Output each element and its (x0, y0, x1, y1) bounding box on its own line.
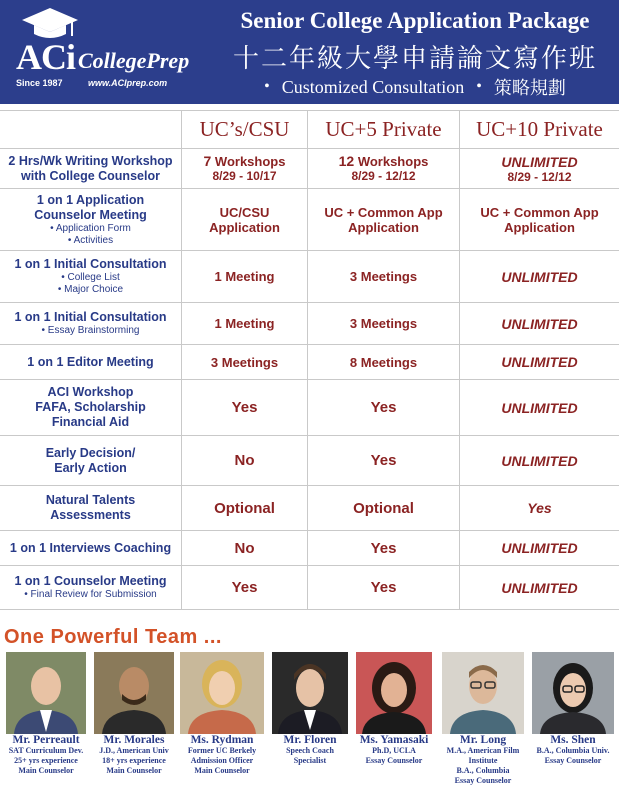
value-cell: 3 Meetings (307, 303, 459, 344)
value-cell: UC + Common App Application (459, 189, 619, 250)
member-photo (532, 652, 614, 734)
member-photo (180, 652, 264, 734)
value-cell: No (181, 436, 307, 485)
feature-label: Natural Talents (45, 493, 136, 507)
date-range: 8/29 - 12/12 (351, 169, 416, 183)
value-cell: UNLIMITED (459, 251, 619, 302)
feature-sublabel: • College List (61, 272, 120, 283)
feature-label: 1 on 1 Initial Consultation (14, 310, 167, 324)
member-info: Specialist (293, 756, 327, 765)
member-info: Ph.D, UCLA (372, 746, 416, 755)
subtitle-line (216, 74, 614, 100)
value-cell: 3 Meetings (307, 251, 459, 302)
table-row (0, 149, 619, 189)
feature-label: ACI Workshop (47, 385, 134, 399)
team-title: One Powerful Team ... (4, 626, 222, 648)
member-info: Admission Officer (190, 756, 254, 765)
feature-cell (0, 486, 181, 530)
feature-label: Early Action (54, 460, 127, 475)
header-banner (0, 0, 619, 104)
value-cell: Yes (307, 566, 459, 609)
member-info: J.D., American Univ (99, 746, 169, 755)
feature-label: Financial Aid (51, 415, 130, 429)
person-silhouette-icon (442, 652, 524, 734)
feature-cell (0, 436, 181, 485)
value-cell: UC/CSU Application (181, 189, 307, 250)
person-silhouette-icon (356, 652, 432, 734)
member-name: Mr. Floren (283, 734, 337, 746)
value-cell: Yes (181, 380, 307, 435)
feature-sublabel: • Essay Brainstorming (41, 325, 140, 336)
value-cell: UNLIMITED (459, 303, 619, 344)
member-name: Ms. Rydman (190, 734, 254, 746)
member-info: Essay Counselor (365, 756, 423, 765)
member-info: Essay Counselor (544, 756, 602, 765)
feature-label: FAFA, Scholarship (35, 400, 146, 414)
feature-cell (0, 303, 181, 344)
team-member (94, 652, 174, 776)
subtitle: Customized Consultation (281, 76, 465, 97)
graduation-cap-icon (20, 6, 80, 40)
table-row (0, 436, 619, 486)
person-silhouette-icon (180, 652, 264, 734)
page-title: Senior College Application Package (240, 8, 590, 33)
value-cell: Yes (459, 486, 619, 530)
value-cell: 1 Meeting (181, 251, 307, 302)
feature-sublabel: • Final Review for Submission (24, 589, 157, 600)
member-info: Main Counselor (194, 766, 250, 775)
feature-label: Early Decision/ (45, 445, 136, 460)
team-member (180, 652, 264, 776)
member-info: M.A., American Film (446, 746, 520, 755)
workshop-unit: Workshops (214, 154, 286, 169)
member-name: Mr. Long (459, 734, 507, 746)
person-silhouette-icon (272, 652, 348, 734)
workshop-count: 7 (203, 153, 212, 169)
table-row (0, 251, 619, 303)
member-name: Ms. Shen (550, 734, 596, 746)
value-cell: 3 Meetings (181, 345, 307, 379)
subtitle-chinese: 策略規劃 (493, 78, 566, 99)
member-info: B.A., Columbia (456, 766, 510, 775)
member-info: SAT Curriculum Dev. (8, 746, 84, 755)
value-cell (459, 149, 619, 188)
feature-label: Counselor Meeting (34, 207, 147, 222)
table-row (0, 303, 619, 345)
member-name: Ms. Yamasaki (359, 734, 429, 746)
value-cell: UNLIMITED (459, 345, 619, 379)
member-info: Essay Counselor (454, 776, 512, 785)
column-header-uc-csu: UC’s/CSU (181, 111, 307, 148)
value-cell: No (181, 531, 307, 565)
page-title-chinese: 十二年級大學申請論文寫作班 (232, 44, 597, 74)
value-cell: 8 Meetings (307, 345, 459, 379)
value-cell: UNLIMITED (459, 566, 619, 609)
member-info: Former UC Berkely (187, 746, 257, 755)
table-row (0, 345, 619, 380)
feature-cell (0, 380, 181, 435)
header-blank-cell (0, 111, 181, 148)
logo-since: Since 1987 (16, 78, 63, 88)
value-cell: UC + Common App Application (307, 189, 459, 250)
table-row (0, 566, 619, 610)
member-info: 18+ yrs experience (102, 756, 166, 765)
value-cell: Yes (307, 436, 459, 485)
column-header-uc10: UC+10 Private (459, 111, 619, 148)
value-cell: Optional (181, 486, 307, 530)
team-member (6, 652, 86, 776)
value-cell (181, 149, 307, 188)
member-photo (272, 652, 348, 734)
feature-label: 1 on 1 Editor Meeting (27, 354, 154, 369)
member-name: Mr. Morales (103, 734, 165, 746)
table-header-row (0, 110, 619, 149)
feature-cell (0, 566, 181, 609)
date-range: 8/29 - 12/12 (507, 169, 572, 184)
feature-sublabel: • Application Form (50, 222, 131, 234)
person-silhouette-icon (532, 652, 614, 734)
feature-label: 1 on 1 Interviews Coaching (9, 540, 172, 555)
value-cell: 1 Meeting (181, 303, 307, 344)
team-member (442, 652, 524, 786)
feature-label: 2 Hrs/Wk Writing Workshop (8, 153, 173, 168)
table-row (0, 189, 619, 251)
feature-cell (0, 189, 181, 250)
aci-logo (6, 6, 196, 98)
workshop-unit: Workshops (357, 154, 429, 169)
member-info: Main Counselor (106, 766, 162, 775)
date-range: 8/29 - 10/17 (212, 169, 277, 183)
team-member (532, 652, 614, 766)
feature-label: 1 on 1 Initial Consultation (14, 257, 167, 271)
team-member (356, 652, 432, 766)
bullet-icon: • (264, 78, 270, 95)
member-name: Mr. Perreault (12, 734, 80, 746)
member-photo (94, 652, 174, 734)
feature-label: with College Counselor (21, 168, 160, 183)
member-photo (6, 652, 86, 734)
value-cell: Yes (181, 566, 307, 609)
table-row (0, 486, 619, 531)
feature-sublabel: • Activities (67, 234, 114, 246)
value-cell: Optional (307, 486, 459, 530)
workshop-count: 12 (338, 153, 355, 169)
feature-cell (0, 345, 181, 379)
logo-collegeprep-text: CollegePrep (78, 48, 190, 73)
feature-cell (0, 531, 181, 565)
feature-label: 1 on 1 Counselor Meeting (14, 574, 167, 588)
feature-label: 1 on 1 Application (36, 192, 145, 207)
feature-cell (0, 149, 181, 188)
logo-aci-text: ACi (16, 37, 75, 77)
member-info: 25+ yrs experience (14, 756, 78, 765)
person-silhouette-icon (94, 652, 174, 734)
value-cell: UNLIMITED (459, 436, 619, 485)
value-cell: Yes (307, 380, 459, 435)
feature-cell (0, 251, 181, 302)
person-silhouette-icon (6, 652, 86, 734)
feature-sublabel: • Major Choice (57, 284, 124, 295)
value-cell: Yes (307, 531, 459, 565)
value-cell: UNLIMITED (459, 380, 619, 435)
member-info: Speech Coach (286, 746, 334, 755)
table-row (0, 531, 619, 566)
member-photo (442, 652, 524, 734)
member-info: B.A., Columbia Univ. (536, 746, 610, 755)
member-info: Main Counselor (18, 766, 74, 775)
member-photo (356, 652, 432, 734)
logo-url: www.ACIprep.com (88, 78, 168, 88)
feature-label: Assessments (50, 508, 131, 522)
column-header-uc5: UC+5 Private (307, 111, 459, 148)
table-row (0, 380, 619, 436)
member-info: Institute (468, 756, 498, 765)
bullet-icon: • (476, 78, 482, 95)
value-cell (307, 149, 459, 188)
value-cell: UNLIMITED (459, 531, 619, 565)
team-member (272, 652, 348, 766)
unlimited-value: UNLIMITED (501, 153, 578, 170)
